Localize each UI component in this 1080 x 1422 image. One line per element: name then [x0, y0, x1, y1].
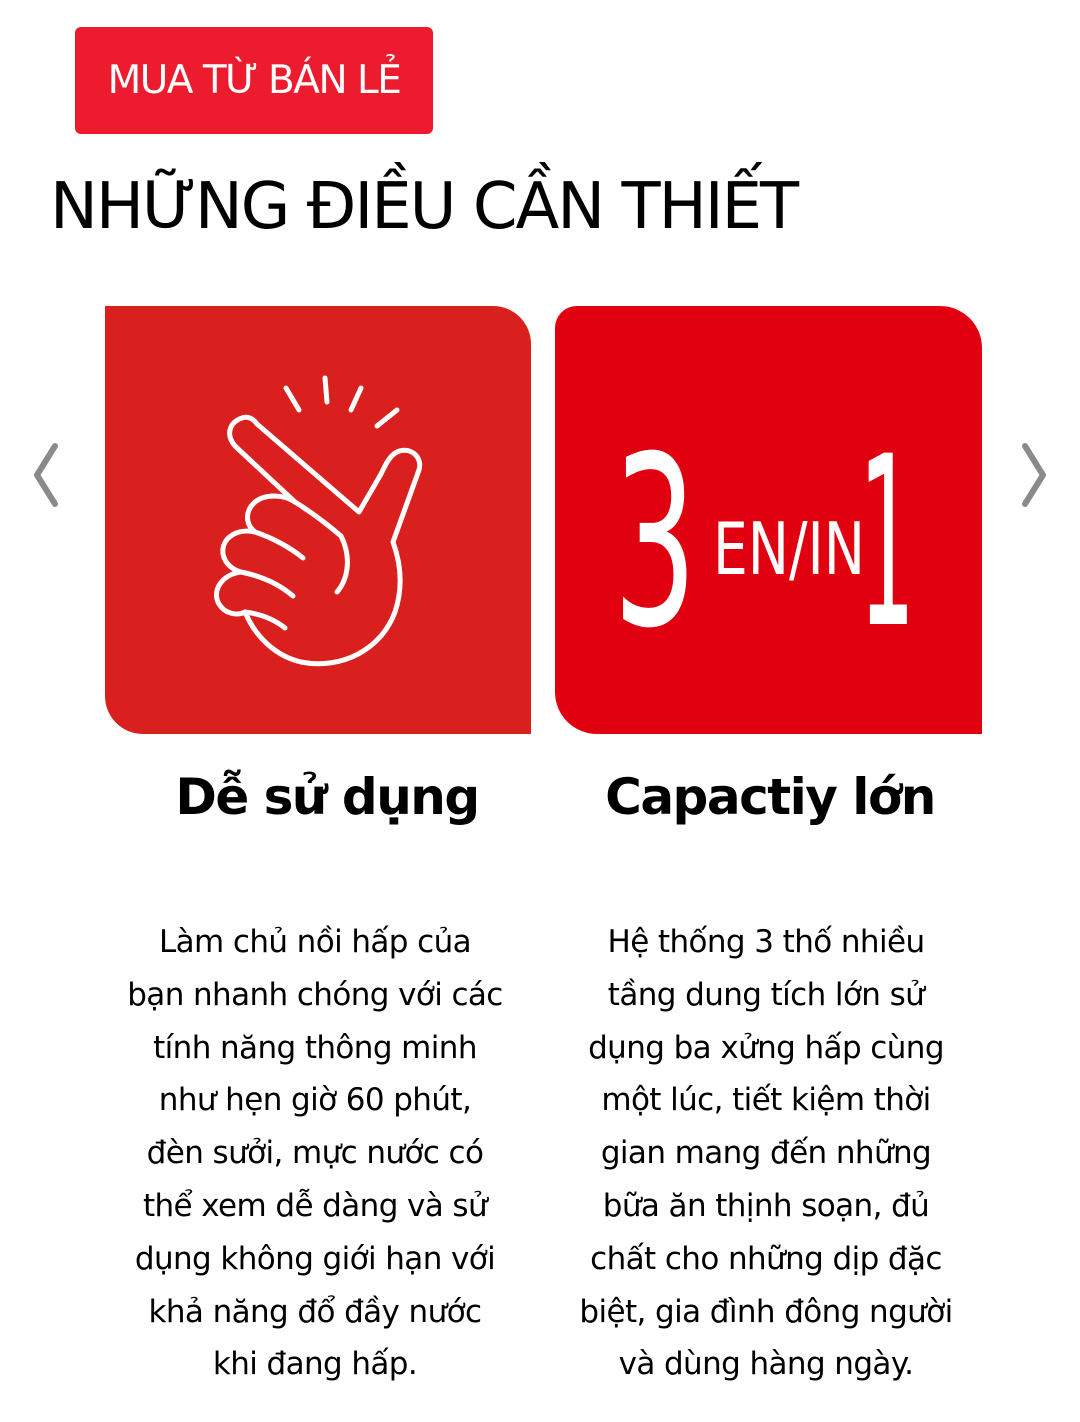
description-line: tầng dung tích lớn sử	[607, 976, 925, 1013]
carousel-next-button[interactable]	[1016, 440, 1052, 510]
description-line: như hẹn giờ 60 phút,	[158, 1082, 472, 1119]
description-line: chất cho những dịp đặc	[590, 1240, 942, 1277]
carousel-prev-button[interactable]	[28, 440, 64, 510]
large-capacity-card	[555, 306, 982, 734]
description-line: thể xem dễ dàng và sử	[142, 1187, 488, 1224]
description-line: bữa ăn thịnh soạn, đủ	[602, 1187, 930, 1224]
description-line: khi đang hấp.	[212, 1346, 418, 1383]
description-line: gian mang đến những	[600, 1135, 932, 1172]
section-title: NHỮNG ĐIỀU CẦN THIẾT	[50, 170, 798, 244]
badge-number-three: 3	[613, 407, 697, 680]
buy-from-retail-button[interactable]: MUA TỪ BÁN LẺ	[75, 27, 433, 134]
feature-description-easy-to-use	[104, 916, 526, 1391]
description-line: tính năng thông minh	[153, 1029, 477, 1066]
feature-title-easy-to-use: Dễ sử dụng	[175, 768, 479, 826]
badge-en-in-label: EN/IN	[713, 507, 865, 591]
snapping-fingers-icon	[105, 306, 531, 734]
feature-description-large-capacity	[552, 916, 980, 1391]
description-line: dụng không giới hạn với	[134, 1240, 496, 1277]
chevron-left-icon	[28, 440, 64, 510]
three-in-one-icon	[555, 306, 982, 734]
easy-to-use-card	[105, 306, 531, 734]
description-line: Hệ thống 3 thố nhiều	[607, 924, 925, 960]
description-line: Làm chủ nồi hấp của	[158, 924, 472, 960]
description-line: dụng ba xửng hấp cùng	[588, 1029, 944, 1066]
badge-number-one: 1	[859, 407, 915, 680]
chevron-right-icon	[1016, 440, 1052, 510]
description-line: khả năng đổ đầy nước	[148, 1293, 482, 1330]
feature-title-large-capacity: Capactiy lớn	[605, 768, 935, 826]
description-line: biệt, gia đình đông người	[579, 1293, 953, 1330]
description-line: một lúc, tiết kiệm thời	[601, 1082, 931, 1119]
description-line: bạn nhanh chóng với các	[127, 976, 503, 1013]
description-line: đèn sưởi, mực nước có	[146, 1135, 484, 1172]
description-line: và dùng hàng ngày.	[618, 1346, 914, 1383]
